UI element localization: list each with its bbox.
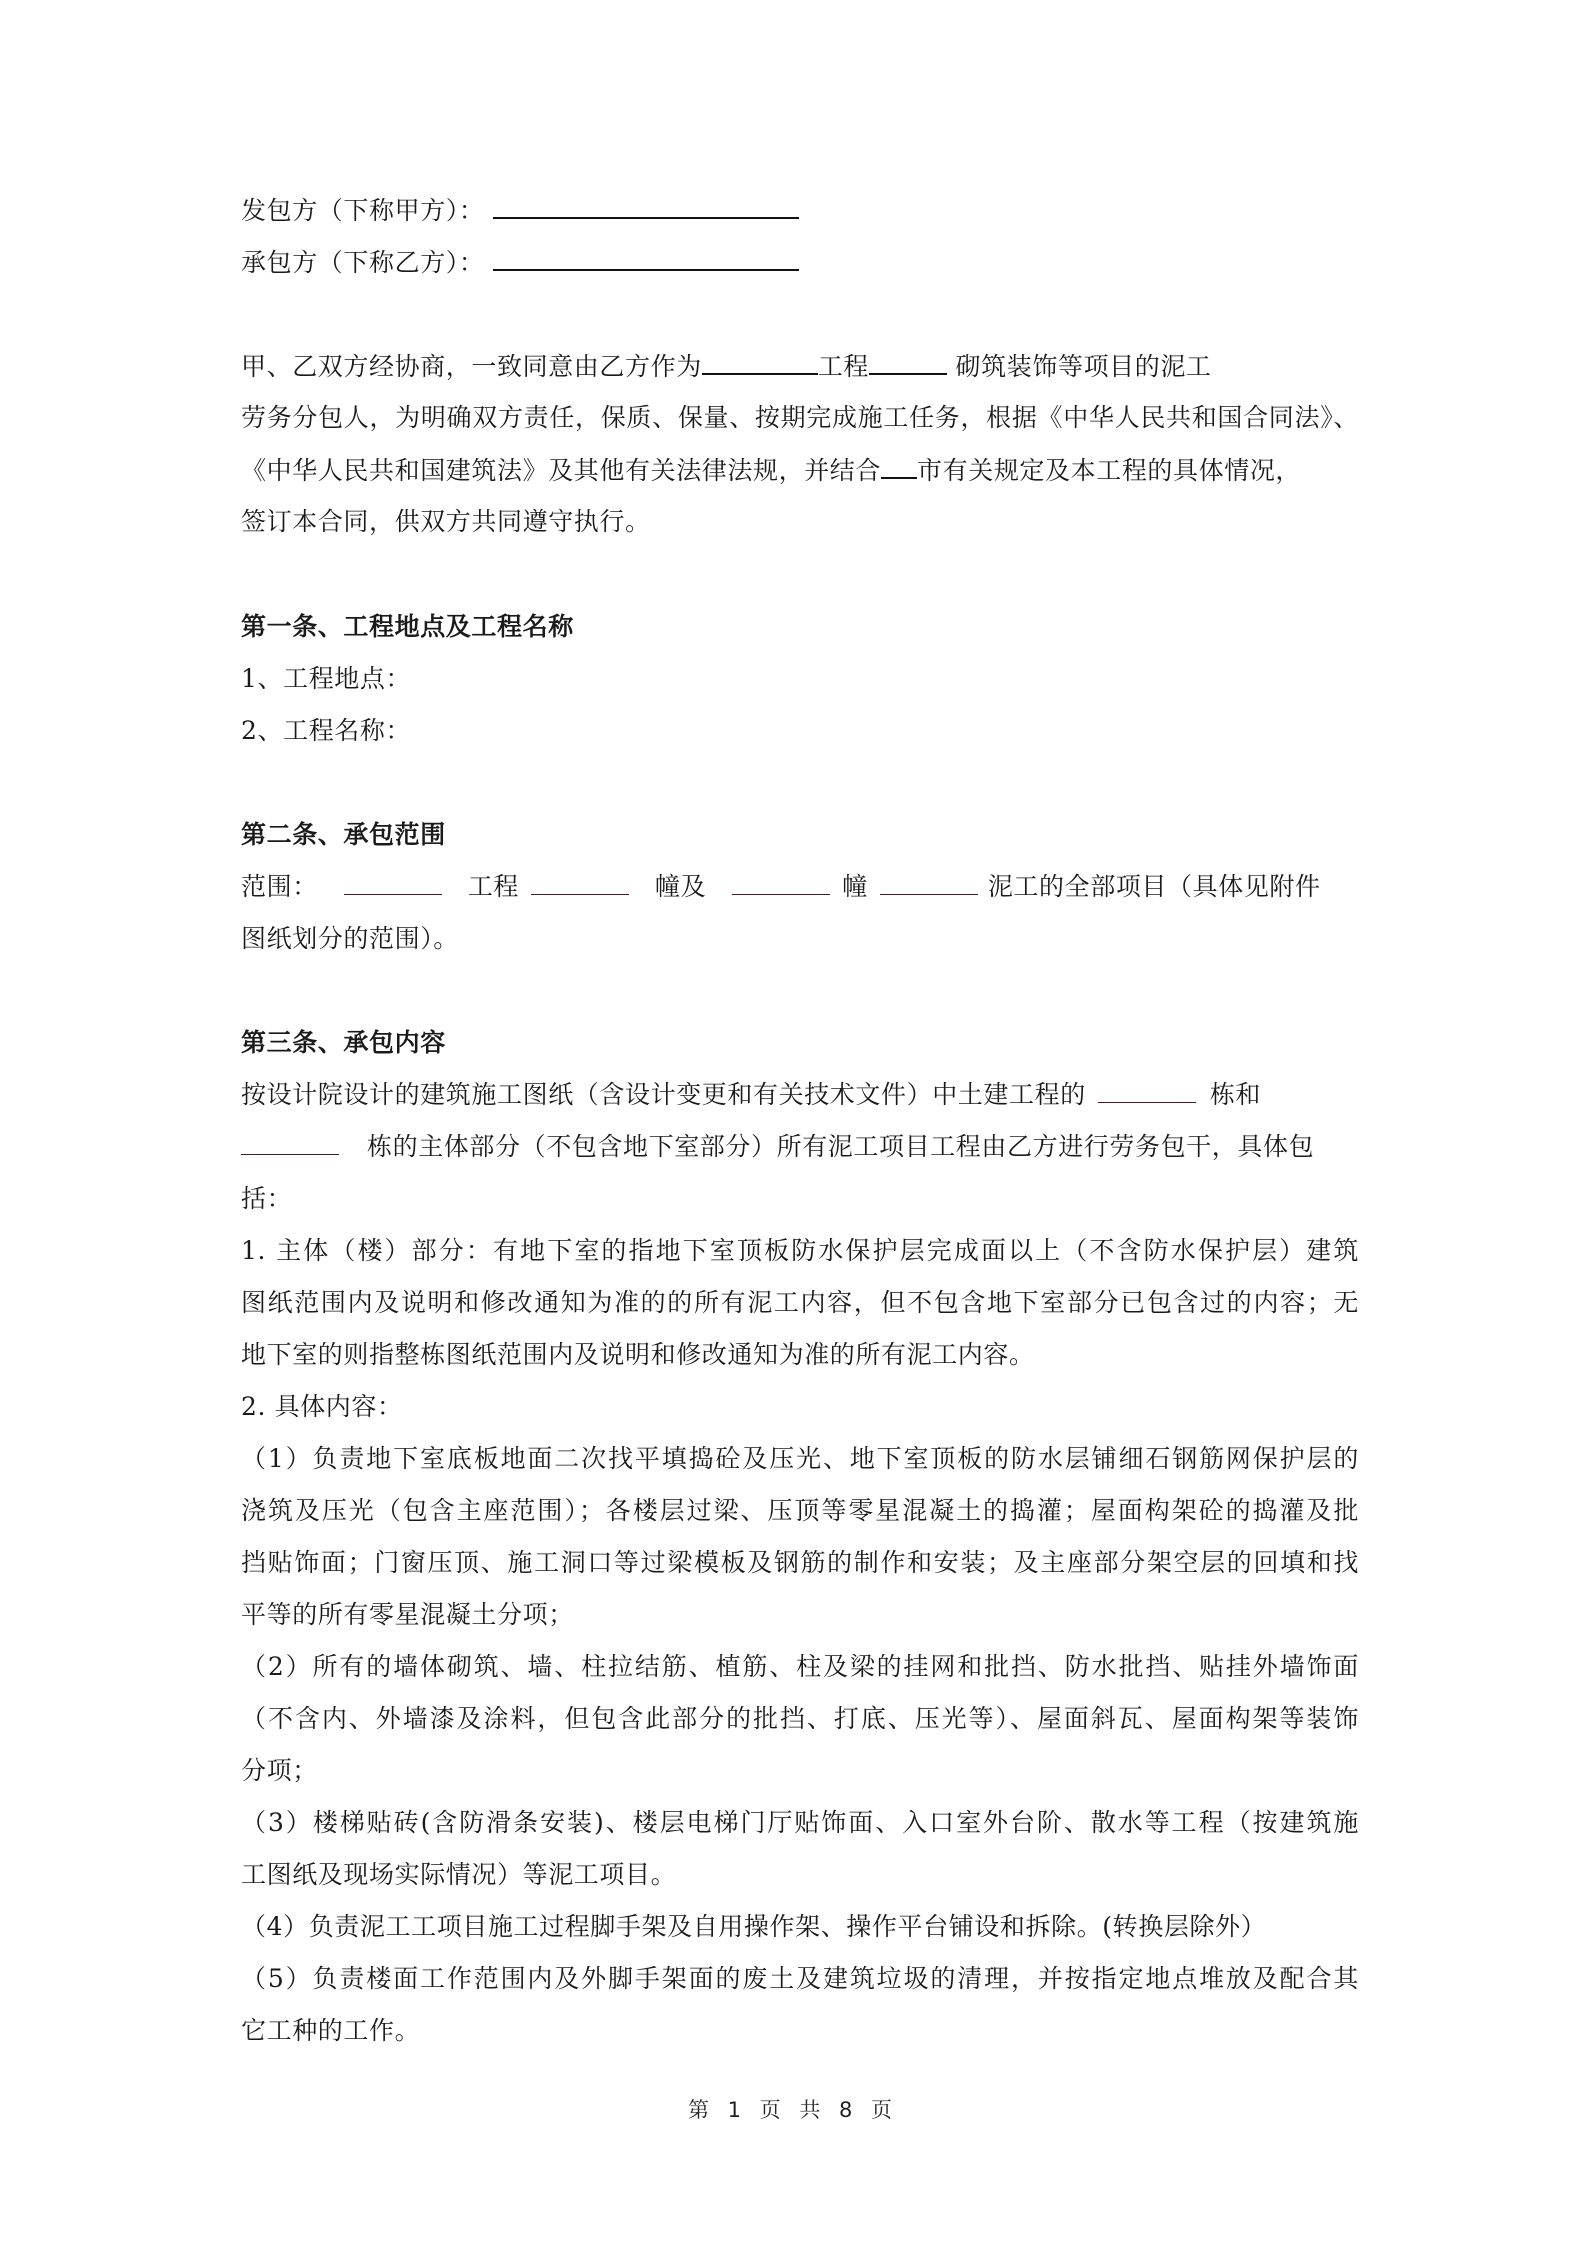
scope-text: 幢 [842,872,868,901]
scope-blank-1[interactable] [344,874,442,895]
article-3-intro-line-2 [241,1132,1314,1162]
article-3-p1-line-2: 图纸范围内及说明和修改通知为准的的所有泥工内容，但不包含地下室部分已包含过的内容；无 [241,1288,1359,1317]
article-3-intro-line-3: 括： [241,1184,293,1213]
article-1-item-location: 1、工程地点： [241,664,412,693]
building-blank-1[interactable] [1098,1082,1196,1103]
article-3-s1-line-4: 平等的所有零星混凝土分项； [241,1600,574,1629]
article-1-title: 第一条、工程地点及工程名称 [241,612,574,641]
page-number-footer: 第 1 页 共 8 页 [687,2098,899,2122]
party-b-blank[interactable] [493,247,799,271]
article-3-intro-line-1 [241,1080,1261,1110]
article-3-s3-line-2: 工图纸及现场实际情况）等泥工项目。 [241,1860,677,1889]
scope-text: 工程 [467,872,520,901]
scope-blank-4[interactable] [880,874,978,895]
article-3-s5-line-2: 它工种的工作。 [241,2016,421,2045]
article-3-p2: 2. 具体内容： [241,1392,403,1421]
article-3-s5-line-1: （5）负责楼面工作范围内及外脚手架面的废土及建筑垃圾的清理，并按指定地点堆放及配合其 [241,1964,1359,1993]
article-2-scope-line-2: 图纸划分的范围）。 [241,924,459,953]
preamble-text: 《中华人民共和国建筑法》及其他有关法律法规，并结合 [241,456,882,485]
project-scope-blank[interactable] [869,351,947,375]
party-b-row [241,247,799,277]
building-blank-2[interactable] [241,1134,339,1155]
article-3-s2-line-2: （不含内、外墙漆及涂料，但包含此部分的批挡、打底、压光等）、屋面斜瓦、屋面构架等装饰 [241,1704,1359,1733]
article-2-title: 第二条、承包范围 [241,820,446,849]
preamble-text: 甲、乙双方经协商，一致同意由乙方作为 [241,352,702,381]
scope-label: 范围： [241,872,318,901]
article-3-s2-line-1: （2）所有的墙体砌筑、墙、柱拉结筋、植筋、柱及梁的挂网和批挡、防水批挡、贴挂外墙饰面 [241,1652,1359,1681]
article-3-p1-line-3: 地下室的则指整栋图纸范围内及说明和修改通知为准的所有泥工内容。 [241,1340,1035,1369]
article-3-s1-line-1: （1）负责地下室底板地面二次找平填捣砼及压光、地下室顶板的防水层铺细石钢筋网保护层的 [241,1444,1359,1473]
scope-text: 幢及 [655,872,707,901]
article-3-s1-line-2: 浇筑及压光（包含主座范围）；各楼层过梁、压顶等零星混凝土的捣灌；屋面构架砼的捣灌及批 [241,1496,1359,1525]
preamble-text: 市有关规定及本工程的具体情况， [917,456,1302,485]
article-3-s1-line-3: 挡贴饰面；门窗压顶、施工洞口等过梁模板及钢筋的制作和安装；及主座部分架空层的回填和找 [241,1548,1359,1577]
project-name-blank[interactable] [702,351,818,375]
article-3-p1-line-1: 1. 主体（楼）部分：有地下室的指地下室顶板防水保护层完成面以上（不含防水保护层）建筑 [241,1236,1359,1265]
article-3-s2-line-3: 分项； [241,1756,318,1785]
article-3-s4: （4）负责泥工工项目施工过程脚手架及自用操作架、操作平台铺设和拆除。(转换层除外） [241,1912,1267,1941]
article-1-item-name: 2、工程名称： [241,716,412,745]
intro-text: 按设计院设计的建筑施工图纸（含设计变更和有关技术文件）中土建工程的 [241,1080,1086,1109]
party-a-blank[interactable] [493,195,799,219]
party-b-label: 承包方（下称乙方）： [241,248,485,277]
scope-blank-2[interactable] [531,874,629,895]
scope-text: 泥工的全部项目（具体见附件 [987,872,1321,901]
article-3-s3-line-1: （3）楼梯贴砖(含防滑条安装)、楼层电梯门厅贴饰面、入口室外台阶、散水等工程（按建筑施 [241,1808,1359,1837]
article-3-title: 第三条、承包内容 [241,1028,446,1057]
preamble-text: 砌筑装饰等项目的泥工 [947,352,1212,381]
article-2-scope-line-1 [241,872,1321,902]
party-a-row [241,195,799,225]
city-blank[interactable] [881,455,917,479]
intro-text: 栋的主体部分（不包含地下室部分）所有泥工项目工程由乙方进行劳务包干，具体包 [367,1132,1315,1161]
intro-text: 栋和 [1209,1080,1262,1109]
preamble-text: 工程 [817,352,870,381]
party-a-label: 发包方（下称甲方）： [241,196,485,225]
scope-blank-3[interactable] [732,874,830,895]
preamble-line-4: 签订本合同，供双方共同遵守执行。 [241,507,651,536]
preamble-line-3 [241,455,1301,485]
preamble-line-1 [241,351,1212,381]
preamble-line-2: 劳务分包人，为明确双方责任，保质、保量、按期完成施工任务，根据《中华人民共和国合同法》、 [241,403,1359,432]
